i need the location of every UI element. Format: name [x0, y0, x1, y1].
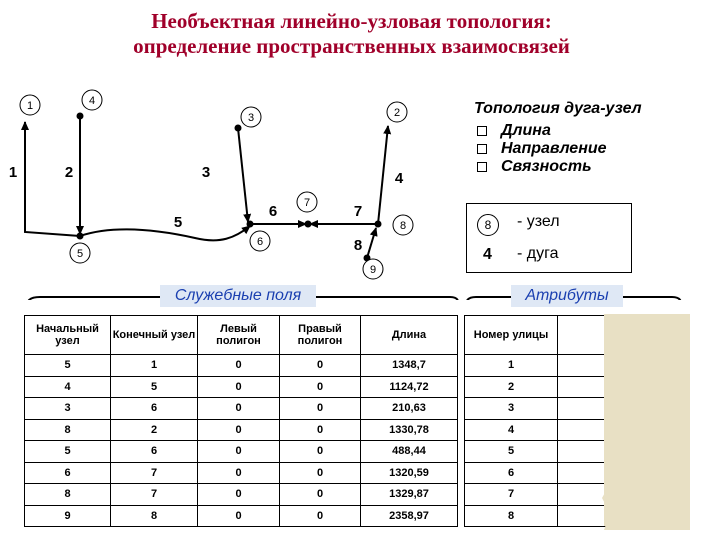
node-dot-3 — [235, 125, 242, 132]
cell-length: 488,44 — [361, 441, 458, 463]
arc-5 — [80, 226, 250, 240]
cell-end-node: 8 — [111, 505, 198, 527]
cell-start-node: 3 — [25, 398, 111, 420]
table-gap — [458, 419, 465, 441]
cell-right-polygon: 0 — [280, 376, 361, 398]
cell-length: 1348,7 — [361, 355, 458, 377]
cell-end-node: 7 — [111, 462, 198, 484]
cell-end-node: 6 — [111, 441, 198, 463]
cell-left-polygon: 0 — [198, 355, 280, 377]
torn-edge — [590, 308, 700, 538]
table-gap — [458, 441, 465, 463]
topology-heading: Топология дуга-узел — [474, 100, 642, 117]
cell-end-node: 2 — [111, 419, 198, 441]
table-gap — [458, 316, 465, 355]
arc-4 — [378, 126, 388, 224]
cell-street-number: 1 — [465, 355, 558, 377]
topology-item — [474, 140, 607, 158]
topology-item — [474, 158, 607, 176]
cell-left-polygon: 0 — [198, 376, 280, 398]
table-gap — [458, 398, 465, 420]
section-label-attributes: Атрибуты — [511, 285, 623, 307]
table-gap — [458, 484, 465, 506]
cell-end-node: 7 — [111, 484, 198, 506]
cell-start-node: 8 — [25, 484, 111, 506]
node-label-3 — [241, 107, 261, 127]
cell-end-node: 5 — [111, 376, 198, 398]
table-row — [25, 484, 609, 506]
cell-start-node: 6 — [25, 462, 111, 484]
node-dot-7 — [305, 221, 312, 228]
cell-street-number: 4 — [465, 419, 558, 441]
topology-item-label: Длина — [501, 122, 551, 139]
cell-left-polygon: 0 — [198, 441, 280, 463]
cell-right-polygon: 0 — [280, 505, 361, 527]
node-label-2 — [387, 102, 407, 122]
table-row — [25, 462, 609, 484]
arc-3 — [238, 128, 248, 222]
cell-right-polygon: 0 — [280, 441, 361, 463]
cell-left-polygon: 0 — [198, 462, 280, 484]
cell-right-polygon: 0 — [280, 355, 361, 377]
arc-label-6: 6 — [268, 203, 278, 220]
cell-length: 1320,59 — [361, 462, 458, 484]
table-row — [25, 376, 609, 398]
cell-street-number: 3 — [465, 398, 558, 420]
title-line-2: определение пространственных взаимосвязей — [133, 34, 570, 58]
cell-start-node: 5 — [25, 355, 111, 377]
legend-arc-text: - дуга — [517, 245, 559, 262]
node-label-8-text: 8 — [399, 220, 407, 232]
arc-label-5: 5 — [173, 214, 183, 231]
topology-list — [474, 122, 607, 176]
node-label-7-text: 7 — [303, 197, 311, 209]
header-length: Длина — [361, 316, 458, 355]
table-row — [25, 419, 609, 441]
table-gap — [458, 376, 465, 398]
cell-right-polygon: 0 — [280, 462, 361, 484]
node-label-5-text: 5 — [76, 248, 84, 260]
cell-end-node: 6 — [111, 398, 198, 420]
table-header-row — [25, 316, 609, 355]
arc-label-4: 4 — [394, 170, 404, 187]
table-gap — [458, 355, 465, 377]
arc-8 — [367, 228, 376, 258]
cell-left-polygon: 0 — [198, 505, 280, 527]
cell-street-number: 5 — [465, 441, 558, 463]
table-row — [25, 398, 609, 420]
arc-label-3: 3 — [201, 164, 211, 181]
legend-box — [466, 203, 632, 273]
cell-left-polygon: 0 — [198, 484, 280, 506]
node-label-6-text: 6 — [256, 236, 264, 248]
cell-right-polygon: 0 — [280, 484, 361, 506]
node-dot-8 — [375, 221, 382, 228]
node-label-1 — [20, 95, 40, 115]
cell-street-number: 2 — [465, 376, 558, 398]
table-row — [25, 505, 609, 527]
node-label-4-text: 4 — [88, 95, 96, 107]
legend-node-sample: 8 — [477, 214, 499, 236]
cell-length: 1330,78 — [361, 419, 458, 441]
cell-end-node: 1 — [111, 355, 198, 377]
topology-item-label: Направление — [501, 140, 607, 157]
cell-street-number: 8 — [465, 505, 558, 527]
cell-start-node: 4 — [25, 376, 111, 398]
title-line-1: Необъектная линейно-узловая топология: — [151, 9, 552, 33]
node-label-3-text: 3 — [247, 112, 255, 124]
cell-length: 1124,72 — [361, 376, 458, 398]
arc-label-8: 8 — [353, 237, 363, 254]
node-label-7 — [297, 192, 317, 212]
legend-node-text: - узел — [517, 213, 560, 230]
cell-length: 2358,97 — [361, 505, 458, 527]
node-label-1-text: 1 — [26, 100, 34, 112]
table-gap — [458, 462, 465, 484]
header-left-polygon: Левый полигон — [198, 316, 280, 355]
cell-length: 1329,87 — [361, 484, 458, 506]
cell-left-polygon: 0 — [198, 398, 280, 420]
cell-start-node: 9 — [25, 505, 111, 527]
cell-right-polygon: 0 — [280, 419, 361, 441]
arc-label-7: 7 — [353, 203, 363, 220]
topology-item-label: Связность — [501, 158, 592, 175]
node-dot-4 — [77, 113, 84, 120]
cell-start-node: 5 — [25, 441, 111, 463]
node-label-6 — [250, 231, 270, 251]
table-row — [25, 441, 609, 463]
node-dot-5 — [77, 233, 84, 240]
header-street-number: Номер улицы — [465, 316, 558, 355]
cell-left-polygon: 0 — [198, 419, 280, 441]
arc-label-2: 2 — [64, 164, 74, 181]
legend-arc-sample: 4 — [483, 246, 492, 263]
header-right-polygon: Правый полигон — [280, 316, 361, 355]
checkbox-icon — [477, 126, 487, 136]
checkbox-icon — [477, 162, 487, 172]
topology-item — [474, 122, 607, 140]
cell-right-polygon: 0 — [280, 398, 361, 420]
section-label-service: Служебные поля — [160, 285, 316, 307]
cell-street-number: 7 — [465, 484, 558, 506]
node-label-9 — [363, 259, 383, 279]
node-label-2-text: 2 — [393, 107, 401, 119]
cell-length: 210,63 — [361, 398, 458, 420]
node-label-5 — [70, 243, 90, 263]
arc-label-1: 1 — [8, 164, 18, 181]
node-label-8 — [393, 215, 413, 235]
cell-street-number: 6 — [465, 462, 558, 484]
node-dot-6 — [247, 221, 254, 228]
table-gap — [458, 505, 465, 527]
header-end-node: Конечный узел — [111, 316, 198, 355]
header-start-node: Начальный узел — [25, 316, 111, 355]
checkbox-icon — [477, 144, 487, 154]
table-row — [25, 355, 609, 377]
cell-start-node: 8 — [25, 419, 111, 441]
attribute-table — [24, 315, 609, 527]
node-label-4 — [82, 90, 102, 110]
node-label-9-text: 9 — [369, 264, 377, 276]
